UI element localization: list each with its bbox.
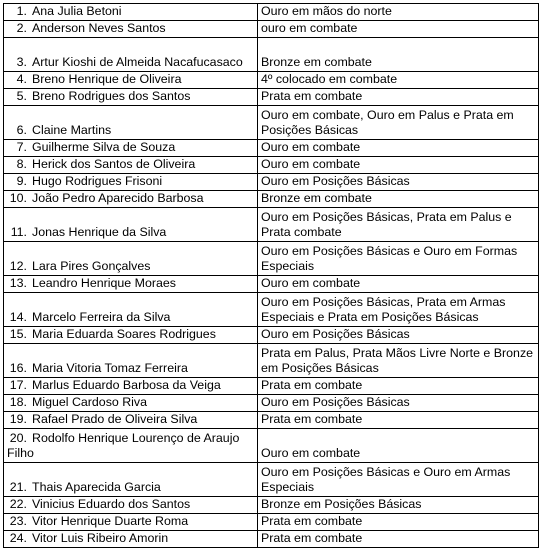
row-number: 24. xyxy=(9,531,27,545)
athlete-cell xyxy=(4,157,258,174)
table-row xyxy=(4,463,539,497)
table-row xyxy=(4,514,539,531)
athlete-name: Rafael Prado de Oliveira Silva xyxy=(32,412,198,426)
row-number: 14. xyxy=(9,310,27,324)
table-row xyxy=(4,429,539,463)
row-number: 6. xyxy=(16,123,27,137)
table-row xyxy=(4,106,539,140)
result-cell: Ouro em Posições Básicas xyxy=(258,174,539,191)
result-cell: Ouro em Posições Básicas e Ouro em Armas Especiais xyxy=(258,463,539,497)
athlete-cell xyxy=(4,106,258,140)
athlete-cell xyxy=(4,4,258,21)
result-cell: Bronze em combate xyxy=(258,191,539,208)
athlete-cell xyxy=(4,395,258,412)
athlete-cell xyxy=(4,412,258,429)
athlete-cell xyxy=(4,497,258,514)
athlete-cell xyxy=(4,242,258,276)
row-number: 3. xyxy=(16,55,27,69)
result-cell: Ouro em combate, Ouro em Palus e Prata em Posições Básicas xyxy=(258,106,539,140)
result-cell: Prata em Palus, Prata Mãos Livre Norte e Bronze em Posições Básicas xyxy=(258,344,539,378)
result-cell: Ouro em Posições Básicas xyxy=(258,395,539,412)
result-cell: Ouro em Posições Básicas e Ouro em Formas Especiais xyxy=(258,242,539,276)
athlete-name: Maria Vitoria Tomaz Ferreira xyxy=(32,361,188,375)
table-row xyxy=(4,21,539,38)
athlete-name: Miguel Cardoso Riva xyxy=(32,395,148,409)
athlete-name: Thais Aparecida Garcia xyxy=(32,480,161,494)
athlete-cell xyxy=(4,327,258,344)
row-number: 23. xyxy=(9,514,27,528)
row-number: 7. xyxy=(16,140,27,154)
row-number: 20. xyxy=(9,431,27,445)
row-number: 13. xyxy=(9,276,27,290)
result-cell: Bronze em combate xyxy=(258,38,539,72)
athlete-name: Jonas Henrique da Silva xyxy=(32,225,167,239)
row-number: 2. xyxy=(16,21,27,35)
athlete-name: João Pedro Aparecido Barbosa xyxy=(32,191,204,205)
table-row xyxy=(4,344,539,378)
table-row xyxy=(4,412,539,429)
table-row xyxy=(4,38,539,72)
athlete-cell xyxy=(4,208,258,242)
result-cell: Ouro em combate xyxy=(258,429,539,463)
athlete-name: Breno Henrique de Oliveira xyxy=(32,72,182,86)
athlete-cell xyxy=(4,174,258,191)
athlete-cell xyxy=(4,344,258,378)
row-number: 1. xyxy=(16,4,27,18)
athlete-name: Vitor Luis Ribeiro Amorin xyxy=(32,531,169,545)
athlete-name: Lara Pires Gonçalves xyxy=(32,259,151,273)
row-number: 12. xyxy=(9,259,27,273)
table-row xyxy=(4,191,539,208)
table-row xyxy=(4,242,539,276)
row-number: 5. xyxy=(16,89,27,103)
row-number: 18. xyxy=(9,395,27,409)
table-row xyxy=(4,378,539,395)
result-cell: Ouro em Posições Básicas, Prata em Armas Especiais e Prata em Posições Básicas xyxy=(258,293,539,327)
athlete-cell xyxy=(4,140,258,157)
results-table-body xyxy=(4,4,539,548)
row-number: 9. xyxy=(16,174,27,188)
row-number: 11. xyxy=(10,225,27,239)
table-row xyxy=(4,140,539,157)
result-cell: ouro em combate xyxy=(258,21,539,38)
result-cell: Bronze em Posições Básicas xyxy=(258,497,539,514)
athlete-name: Marlus Eduardo Barbosa da Veiga xyxy=(32,378,221,392)
athlete-name: Artur Kioshi de Almeida Nacafucasaco xyxy=(32,55,243,69)
row-number: 4. xyxy=(16,72,27,86)
athlete-cell xyxy=(4,21,258,38)
result-cell: 4º colocado em combate xyxy=(258,72,539,89)
table-row xyxy=(4,174,539,191)
athlete-name: Leandro Henrique Moraes xyxy=(32,276,176,290)
result-cell: Ouro em combate xyxy=(258,140,539,157)
table-row xyxy=(4,89,539,106)
table-row xyxy=(4,327,539,344)
result-cell: Ouro em combate xyxy=(258,276,539,293)
athlete-name: Vinicius Eduardo dos Santos xyxy=(32,497,191,511)
athlete-name: Claine Martins xyxy=(32,123,112,137)
table-row xyxy=(4,4,539,21)
row-number: 15. xyxy=(9,327,27,341)
athlete-cell xyxy=(4,276,258,293)
athlete-name: Herick dos Santos de Oliveira xyxy=(32,157,196,171)
athlete-cell xyxy=(4,514,258,531)
result-cell: Prata em combate xyxy=(258,412,539,429)
athlete-cell xyxy=(4,531,258,548)
athlete-name: Breno Rodrigues dos Santos xyxy=(32,89,191,103)
athlete-cell xyxy=(4,293,258,327)
result-cell: Ouro em Posições Básicas xyxy=(258,327,539,344)
result-cell: Ouro em combate xyxy=(258,157,539,174)
result-cell: Prata em combate xyxy=(258,514,539,531)
table-row xyxy=(4,531,539,548)
athlete-cell xyxy=(4,191,258,208)
row-number: 16. xyxy=(9,361,27,375)
table-row xyxy=(4,497,539,514)
athlete-cell xyxy=(4,72,258,89)
athlete-name: Hugo Rodrigues Frisoni xyxy=(32,174,163,188)
row-number: 21. xyxy=(9,480,27,494)
athlete-cell xyxy=(4,378,258,395)
table-row xyxy=(4,293,539,327)
table-row xyxy=(4,276,539,293)
athlete-name: Maria Eduarda Soares Rodrigues xyxy=(32,327,216,341)
row-number: 22. xyxy=(9,497,27,511)
athlete-cell xyxy=(4,38,258,72)
row-number: 19. xyxy=(9,412,27,426)
row-number: 17. xyxy=(9,378,27,392)
table-row xyxy=(4,157,539,174)
row-number: 10. xyxy=(9,191,27,205)
athlete-name: Rodolfo Henrique Lourenço de Araujo Filho xyxy=(7,431,240,460)
results-table xyxy=(3,3,539,548)
row-number: 8. xyxy=(16,157,27,171)
athlete-cell xyxy=(4,463,258,497)
result-cell: Prata em combate xyxy=(258,89,539,106)
athlete-name: Anderson Neves Santos xyxy=(32,21,166,35)
result-cell: Ouro em mãos do norte xyxy=(258,4,539,21)
athlete-cell xyxy=(4,89,258,106)
athlete-cell xyxy=(4,429,258,463)
table-row xyxy=(4,72,539,89)
table-row xyxy=(4,208,539,242)
athlete-name: Guilherme Silva de Souza xyxy=(32,140,176,154)
athlete-name: Ana Julia Betoni xyxy=(32,4,122,18)
result-cell: Prata em combate xyxy=(258,531,539,548)
athlete-name: Marcelo Ferreira da Silva xyxy=(32,310,171,324)
result-cell: Prata em combate xyxy=(258,378,539,395)
table-row xyxy=(4,395,539,412)
result-cell: Ouro em Posições Básicas, Prata em Palus e Prata combate xyxy=(258,208,539,242)
athlete-name: Vitor Henrique Duarte Roma xyxy=(32,514,189,528)
